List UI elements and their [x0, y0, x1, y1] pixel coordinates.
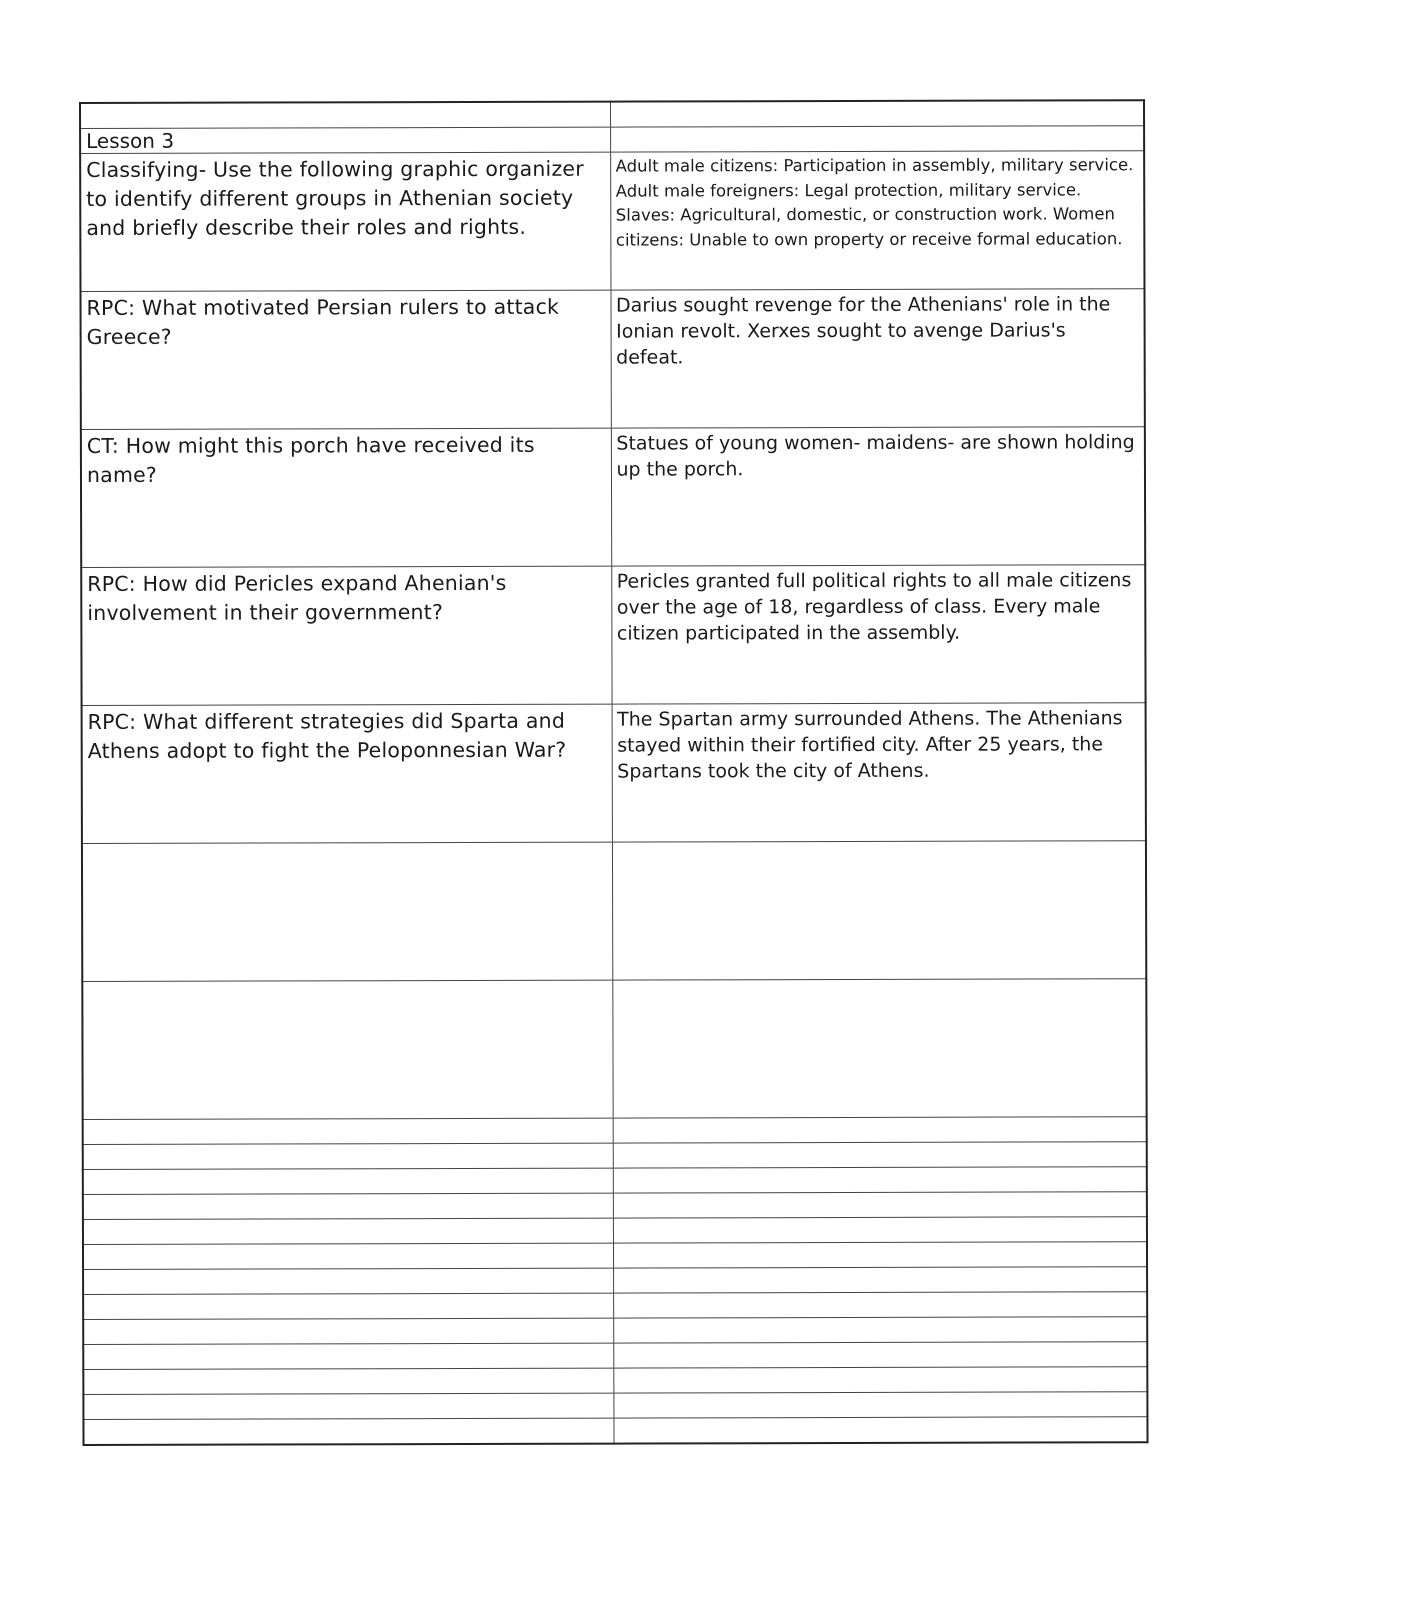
- blank-cell[interactable]: [83, 1343, 613, 1369]
- blank-cell[interactable]: [610, 126, 1144, 152]
- lesson-row: [80, 126, 1144, 154]
- ruled-line-row: [83, 1217, 1147, 1245]
- blank-cell[interactable]: [82, 980, 612, 1119]
- ruled-line-row: [83, 1392, 1147, 1420]
- blank-cell[interactable]: [610, 100, 1144, 127]
- empty-row: [82, 841, 1146, 982]
- table-row: [81, 565, 1145, 706]
- blank-cell[interactable]: [613, 1367, 1147, 1393]
- ruled-line-row: [83, 1192, 1147, 1220]
- table-row: [80, 151, 1144, 292]
- ruled-line-row: [83, 1117, 1147, 1145]
- table-row: [81, 427, 1145, 568]
- blank-cell[interactable]: [83, 1168, 613, 1194]
- blank-header-row: [80, 100, 1144, 128]
- ruled-line-row: [83, 1342, 1147, 1370]
- blank-cell[interactable]: [613, 1117, 1147, 1143]
- blank-cell[interactable]: [83, 1368, 613, 1394]
- ruled-line-row: [83, 1142, 1147, 1170]
- blank-cell[interactable]: [80, 102, 610, 129]
- blank-cell[interactable]: [612, 841, 1146, 980]
- question-cell: RPC: What motivated Persian rulers to attack Greece?: [80, 290, 610, 429]
- blank-cell[interactable]: [613, 1142, 1147, 1168]
- blank-cell[interactable]: [83, 1193, 613, 1219]
- table-row: [82, 703, 1146, 844]
- ruled-line-row: [83, 1267, 1147, 1295]
- blank-cell[interactable]: [83, 1393, 613, 1419]
- blank-cell[interactable]: [613, 1217, 1147, 1243]
- blank-cell[interactable]: [83, 1243, 613, 1269]
- question-cell: RPC: What different strategies did Sparta and Athens adopt to fight the Peloponnesian War?: [82, 704, 612, 843]
- blank-cell[interactable]: [613, 1267, 1147, 1293]
- blank-cell[interactable]: [613, 1192, 1147, 1218]
- ruled-lines: [83, 1117, 1148, 1445]
- answer-cell[interactable]: Darius sought revenge for the Athenians' role in the Ionian revolt. Xerxes sought to avenge Darius's defeat.: [610, 289, 1144, 428]
- ruled-line-row: [83, 1367, 1147, 1395]
- blank-cell[interactable]: [613, 1292, 1147, 1318]
- blank-cell[interactable]: [613, 1317, 1147, 1343]
- answer-cell[interactable]: Adult male citizens: Participation in assembly, military service. Adult male foreigners: Legal protection, military service. Slaves: Agricultural, domestic, or construction work. Women citizens: Unable to own property or receive formal education.: [610, 151, 1144, 290]
- blank-cell[interactable]: [613, 1342, 1147, 1368]
- table-row: [80, 289, 1144, 430]
- blank-cell[interactable]: [613, 1392, 1147, 1418]
- answer-cell[interactable]: Pericles granted full political rights to all male citizens over the age of 18, regardless of class. Every male citizen participated in the assembly.: [611, 565, 1145, 704]
- lesson-title: Lesson 3: [80, 127, 610, 153]
- ruled-line-row: [83, 1317, 1147, 1345]
- blank-cell[interactable]: [613, 1167, 1147, 1193]
- blank-cell[interactable]: [83, 1318, 613, 1344]
- blank-cell[interactable]: [613, 1242, 1147, 1268]
- blank-cell[interactable]: [613, 1417, 1147, 1444]
- blank-cell[interactable]: [83, 1268, 613, 1294]
- blank-cell[interactable]: [83, 1143, 613, 1169]
- ruled-line-row: [83, 1417, 1147, 1445]
- question-cell: CT: How might this porch have received its name?: [81, 428, 611, 567]
- worksheet-table: [79, 99, 1149, 1446]
- blank-cell[interactable]: [83, 1418, 613, 1445]
- ruled-line-row: [83, 1242, 1147, 1270]
- answer-cell[interactable]: Statues of young women- maidens- are shown holding up the porch.: [611, 427, 1145, 566]
- question-cell: RPC: How did Pericles expand Ahenian's involvement in their government?: [81, 566, 611, 705]
- question-cell: Classifying- Use the following graphic organizer to identify different groups in Athenian society and briefly describe their roles and rights.: [80, 152, 610, 291]
- blank-cell[interactable]: [83, 1293, 613, 1319]
- ruled-line-row: [83, 1167, 1147, 1195]
- blank-cell[interactable]: [83, 1118, 613, 1144]
- blank-cell[interactable]: [612, 979, 1146, 1118]
- ruled-line-row: [83, 1292, 1147, 1320]
- answer-cell[interactable]: The Spartan army surrounded Athens. The Athenians stayed within their fortified city. After 25 years, the Spartans took the city of Athens.: [612, 703, 1146, 842]
- blank-cell[interactable]: [83, 1218, 613, 1244]
- empty-row: [82, 979, 1146, 1120]
- blank-cell[interactable]: [82, 842, 612, 981]
